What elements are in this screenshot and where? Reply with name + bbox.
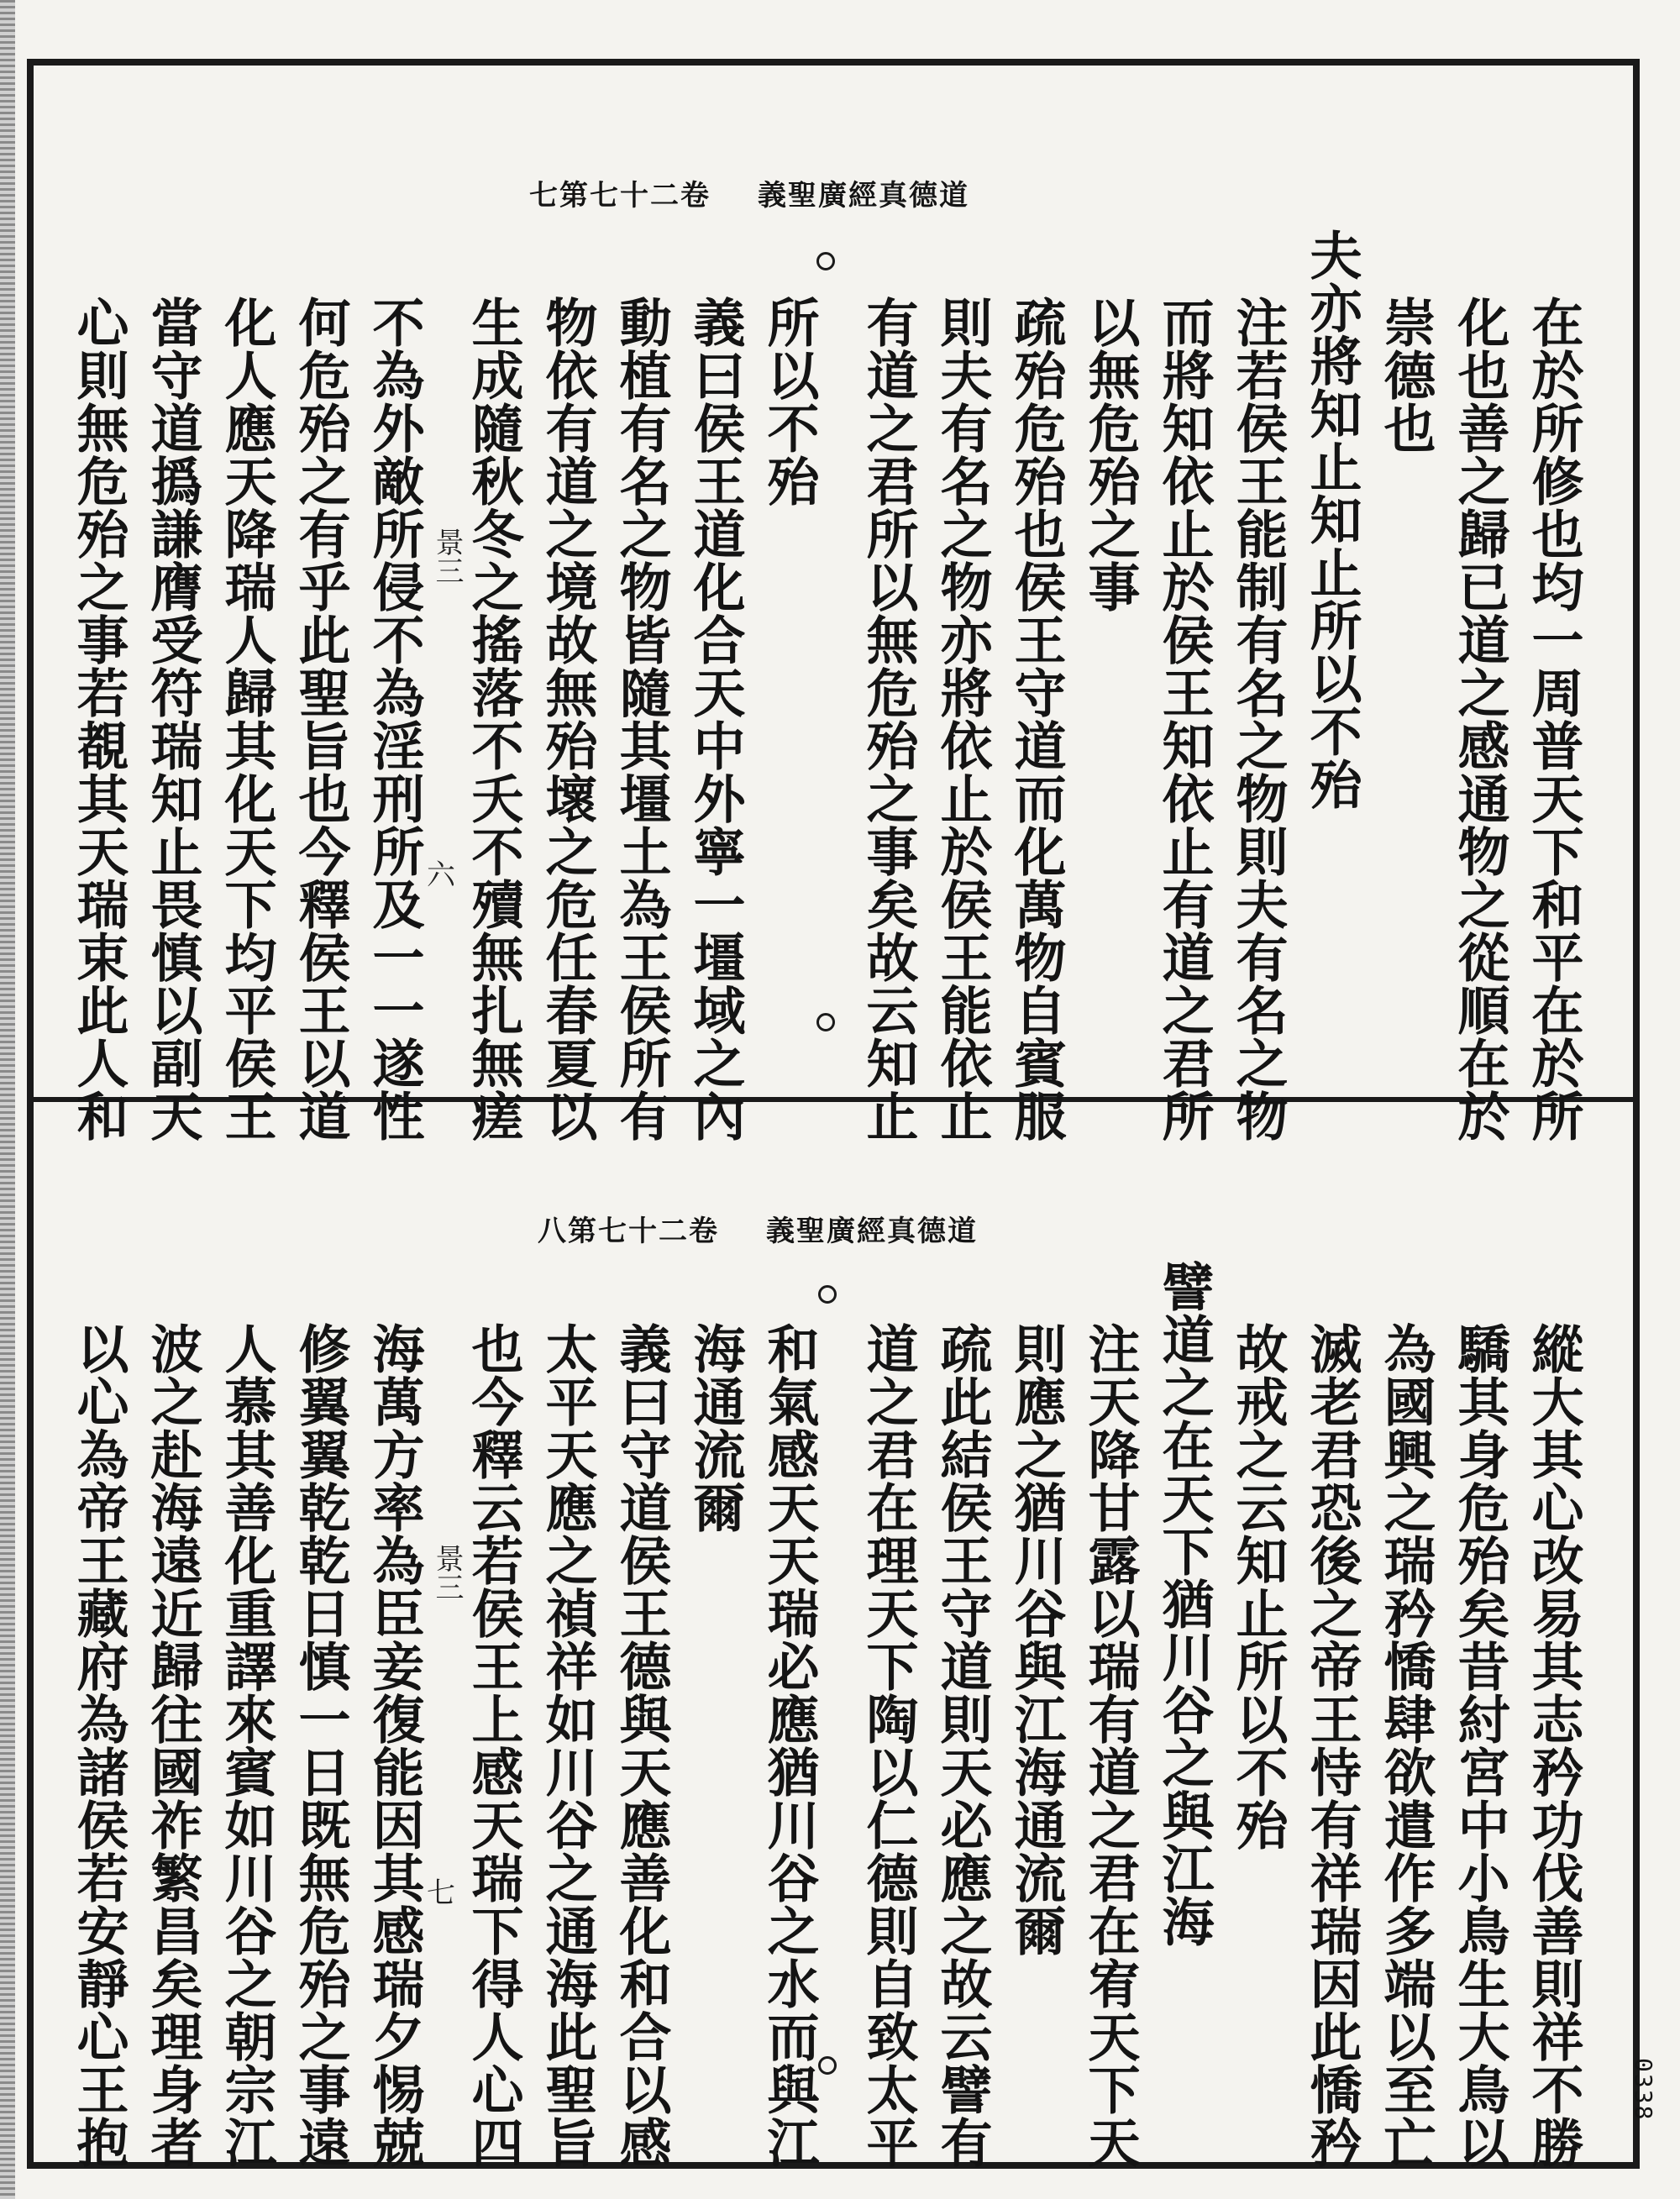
- top-col-15: 生成隨秋冬之搖落不夭不殰無扎無瘥: [463, 296, 524, 1142]
- bottom-marker-1: 景三: [430, 1544, 464, 1601]
- top-col-10: 有道之君所以無危殆之事矣故云知止: [858, 296, 919, 1142]
- bottom-col-11: 和氣感天天瑞必應猶川谷之水而與江: [759, 1322, 820, 2169]
- top-col-7: 以無危殆之事: [1079, 296, 1141, 613]
- top-col-3: 崇德也: [1375, 296, 1436, 454]
- top-col-17: 何危殆之有乎此聖旨也今釋侯王以道: [290, 296, 351, 1142]
- bottom-header-title: 道德真經廣聖義: [766, 1215, 978, 1248]
- bottom-col-15: 也今釋云若侯王上感天瑞下得人心四: [463, 1322, 524, 2169]
- top-col-1: 在於所修也均一周普天下和平在於所: [1523, 296, 1584, 1142]
- top-col-19: 當守道撝謙膺受符瑞知止畏慎以副天: [142, 296, 203, 1142]
- top-col-5: 注若侯王能制有名之物則夫有名之物: [1227, 296, 1289, 1142]
- bottom-header-volume: 卷二十七第八: [538, 1215, 719, 1248]
- bottom-marker-2: 七: [427, 1876, 455, 1910]
- bottom-col-12: 海通流爾: [685, 1322, 746, 1534]
- bottom-col-14: 太平天應之禎祥如川谷之通海此聖旨: [537, 1322, 598, 2169]
- top-header-volume: 卷二十七第七: [529, 179, 711, 213]
- bottom-col-18: 人慕其善化重譯來賓如川谷之朝宗江: [216, 1322, 277, 2169]
- circle-mark: [818, 1285, 837, 1304]
- bottom-col-8: 則應之猶川谷與江海通流爾: [1005, 1322, 1067, 1957]
- top-col-20: 心則無危殆之事若覩其天瑞束此人和: [68, 296, 129, 1142]
- bottom-col-19: 波之赴海遠近歸往國祚繁昌矣理身者: [142, 1322, 203, 2169]
- bottom-col-1: 縱大其心改易其志矜功伐善則祥不勝: [1523, 1322, 1584, 2169]
- top-header-title: 道德真經廣聖義: [758, 179, 969, 213]
- bottom-col-10: 道之君在理天下陶以仁德則自致太平: [858, 1322, 919, 2169]
- bottom-col-3: 為國興之瑞矜憍肆欲遣作多端以至亡: [1375, 1322, 1436, 2169]
- bottom-col-17: 修翼翼乾乾日慎一日既無危殆之事遠: [290, 1322, 351, 2169]
- circle-mark: [816, 252, 835, 270]
- top-header: [529, 172, 969, 213]
- bottom-header: [538, 1208, 978, 1249]
- scan-edge: [0, 0, 15, 2199]
- bottom-col-2: 驕其身危殆矣昔紂宮中小鳥生大鳥以: [1449, 1322, 1510, 2169]
- top-col-8: 疏殆危殆也侯王守道而化萬物自賓服: [1005, 296, 1067, 1142]
- bottom-col-7: 注天降甘露以瑞有道之君在宥天下天: [1079, 1322, 1141, 2169]
- top-col-2: 化也善之歸已道之感通物之從順在於: [1449, 296, 1510, 1142]
- top-col-6: 而將知依止於侯王知依止有道之君所: [1153, 296, 1215, 1142]
- bottom-col-16: 海萬方率為臣妾復能因其感瑞夕惕兢: [364, 1322, 425, 2169]
- top-col-9: 則夫有名之物亦將依止於侯王能依止: [932, 296, 993, 1142]
- bottom-col-5: 故戒之云知止所以不殆: [1227, 1322, 1289, 1851]
- bottom-col-4: 滅老君恐後之帝王恃有祥瑞因此憍矜: [1301, 1322, 1362, 2169]
- circle-mark: [816, 1013, 835, 1031]
- top-col-4: 夫亦將知止知止所以不殆: [1301, 228, 1362, 811]
- bottom-col-20: 以心為帝王藏府為諸侯若安靜心王抱: [68, 1322, 129, 2169]
- page-number: 0338: [1630, 2058, 1657, 2122]
- bottom-col-6: 譬道之在天下猶川谷之與江海: [1153, 1260, 1215, 1948]
- top-col-14: 物依有道之境故無殆壞之危任春夏以: [537, 296, 598, 1142]
- top-col-13: 動植有名之物皆隨其壃土為王侯所有: [611, 296, 672, 1142]
- top-col-16: 不為外敵所侵不為淫刑所及一一遂性: [364, 296, 425, 1142]
- bottom-col-9: 疏此結侯王守道則天必應之故云譬有: [932, 1322, 993, 2169]
- top-marker-2: 六: [427, 858, 455, 892]
- top-col-12: 義曰侯王道化合天中外寧一壃域之內: [685, 296, 746, 1142]
- bottom-col-13: 義曰守道侯王德與天應善化和合以感: [611, 1322, 672, 2169]
- top-marker-1: 景三: [430, 527, 464, 585]
- top-col-11: 所以不殆: [759, 296, 820, 507]
- top-col-18: 化人應天降瑞人歸其化天下均平侯王: [216, 296, 277, 1142]
